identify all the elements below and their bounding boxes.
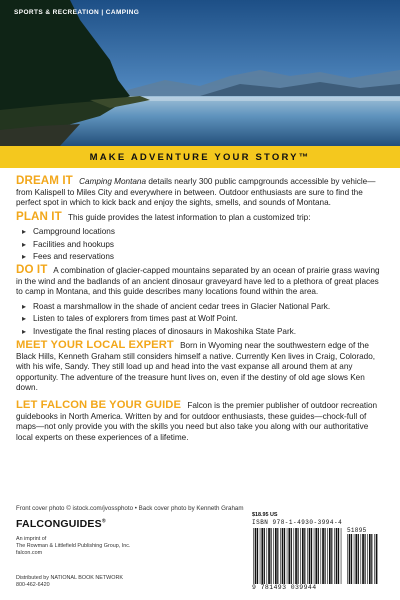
distributor-line: Distributed by NATIONAL BOOK NETWORK (16, 575, 123, 581)
category-label: SPORTS & RECREATION | CAMPING (14, 9, 140, 16)
falcon-heading: LET FALCON BE YOUR GUIDE (16, 398, 182, 411)
registered-mark: ® (101, 518, 106, 525)
falcon-text: Falcon is the premier publisher of outdoor recreation guidebooks in North America. Written by and for outdoor enthusiasts, these guides—chock-full of maps—not only provide you with the skills you need but also take you along with our authoritative local experts on these experiences of a lifetime. (16, 400, 378, 442)
expert-text: Born in Wyoming near the southwestern edge of the Black Hills, Kenneth Graham still considers himself a native. Currently Ken lives in Craig, Colorado, with his wife, Sandy. They still load up and head into the vast expanse all around them at any opportunity. The adventure of the treasure hunt lives on, even if the destiny of old age slows Ken down. (16, 340, 376, 393)
imprint-line: The Rowman & Littlefield Publishing Group, Inc. (16, 543, 131, 549)
list-item: ▸ Facilities and hookups (22, 239, 386, 250)
lake-mountain-photo (0, 0, 400, 146)
falcon-section (16, 400, 386, 443)
distributor-info (16, 575, 123, 589)
list-item: ▸ Investigate the final resting places of dinosaurs in Makoshika State Park. (22, 326, 386, 337)
distributor-line: 800-462-6420 (16, 582, 50, 588)
addon-barcode (346, 534, 378, 584)
list-item: ▸ Fees and reservations (22, 251, 386, 262)
dream-heading: DREAM IT (16, 174, 73, 187)
tagline-band (0, 146, 400, 168)
imprint-line: An imprint of (16, 536, 47, 542)
ean-number: 9 781493 039944 (252, 584, 317, 591)
list-item: ▸ Campground locations (22, 226, 386, 237)
back-cover-copy (16, 176, 386, 446)
dream-text: details nearly 300 public campgrounds accessible by vehicle—from Kalispell to Miles City and everywhere in between. Outdoor enthusiasts are sure to find the perfect spot in which to kick back and enjoy the sights, smells, and sounds of Montana. (16, 177, 376, 208)
imprint-info (16, 536, 130, 557)
isbn: ISBN 978-1-4930-3994-4 (252, 519, 343, 526)
do-section (16, 265, 386, 298)
do-bullets (22, 301, 386, 337)
ean-barcode (252, 528, 344, 584)
photo-credits: Front cover photo © istock.com/jvossphoto • Back cover photo by Kenneth Graham (16, 505, 244, 512)
price: $18.95 US (252, 512, 278, 518)
list-item: ▸ Listen to tales of explorers from times past at Wolf Point. (22, 313, 386, 324)
plan-bullets (22, 226, 386, 262)
expert-heading: MEET YOUR LOCAL EXPERT (16, 338, 174, 351)
logo-text: FALCONGUIDES (16, 518, 102, 530)
do-text: A combination of glacier-capped mountains separated by an ocean of prairie grass waving in the wind and the badlands of an ancient dinosaur graveyard have led to a plethora of great places to camp in Montana, and this guide describes many locations found within the area. (16, 266, 380, 297)
imprint-line: falcon.com (16, 550, 43, 556)
expert-section (16, 340, 386, 394)
falconguides-logo (16, 518, 106, 530)
plan-section (16, 209, 386, 224)
cover-photo (0, 0, 400, 146)
do-heading: DO IT (16, 263, 48, 277)
plan-text: This guide provides the latest information to plan a customized trip: (67, 212, 311, 222)
list-item: ▸ Roast a marshmallow in the shade of ancient cedar trees in Glacier National Park. (22, 301, 386, 312)
tagline: MAKE ADVENTURE YOUR STORY™ (89, 151, 311, 163)
addon-code: 51895 (347, 527, 367, 534)
barcode-block (252, 512, 382, 590)
plan-heading: PLAN IT (16, 209, 62, 223)
book-title: Camping Montana (79, 177, 147, 186)
dream-section (16, 176, 386, 209)
